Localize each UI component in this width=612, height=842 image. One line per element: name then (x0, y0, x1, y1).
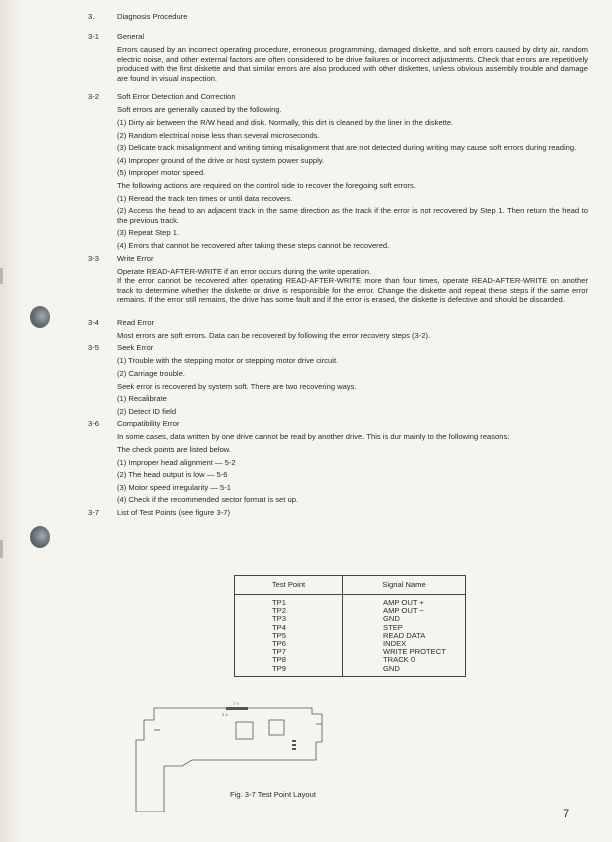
section-heading (88, 318, 588, 331)
table-row (235, 595, 466, 677)
connector-label-top: 7 9 (233, 701, 239, 706)
section-number: 3-1 (88, 32, 99, 41)
list-item: (5) Improper motor speed. (117, 168, 206, 178)
section-heading (88, 508, 588, 521)
section-title: Read Error (117, 317, 155, 327)
section-number: 3-3 (88, 253, 99, 263)
paragraph: Soft errors are generally caused by the following. (117, 105, 282, 115)
edge-mark (0, 268, 3, 284)
section-number: 3-5 (88, 343, 99, 353)
section-body (117, 356, 588, 416)
test-point-cell: TP1 (272, 598, 286, 607)
signal-name-cell: GND (383, 614, 400, 624)
list-item: (3) Motor speed irregularity — 5-1 (117, 482, 231, 492)
section-number: 3-6 (88, 419, 99, 429)
signal-name-cell: GND (383, 663, 400, 673)
test-point-cell: TP5 (272, 630, 286, 640)
list-item: (4) Check if the recommended sector format is set up. (117, 495, 299, 505)
list-item: (4) Improper ground of the drive or host system power supply. (117, 155, 325, 165)
chapter-number: 3. (88, 12, 95, 21)
signal-name-cell: READ DATA (383, 630, 426, 640)
section-title: Soft Error Detection and Correction (117, 92, 236, 102)
edge-mark (0, 540, 3, 558)
chapter-title: Diagnosis Procedure (117, 12, 188, 21)
section-body (117, 267, 588, 305)
signal-name-cell: INDEX (383, 639, 407, 649)
section-title: Write Error (117, 253, 154, 263)
test-point-cell: TP6 (272, 639, 286, 649)
test-point-cell: TP2 (272, 606, 286, 616)
list-item: (4) Errors that cannot be recovered after taking these steps cannot be recovered. (117, 240, 390, 250)
test-point-cell: TP7 (272, 647, 286, 657)
test-point-connector (226, 707, 248, 710)
list-item: (2) Random electrical noise less than several microseconds. (117, 130, 320, 140)
paragraph: If the error cannot be recovered after operating READ-AFTER-WRITE more than four times, operate READ-AFTER-WRITE on another track to determine whether the diskette or drive is responsible for the error. Change the diskette and repeat these steps if the same error remains. If the error still remains, the drive has some fault and if the error is erased, the diskette is defective and should be discarded. (117, 276, 588, 305)
list-item: (1) Reread the track ten times or until data recovers. (117, 193, 293, 203)
section-body (117, 105, 588, 250)
section-heading (88, 32, 588, 45)
section-number: 3-2 (88, 92, 99, 102)
section-number: 3-4 (88, 317, 99, 327)
list-item: (3) Delicate track misalignment and writing timing misalignment that are not detected during writing may cause soft errors during reading. (117, 143, 577, 153)
page-binding-edge (0, 0, 22, 842)
section-number: 3-7 (88, 508, 99, 517)
section-heading (88, 254, 588, 267)
section-heading (88, 343, 588, 356)
section-title: Compatibility Error (117, 419, 180, 429)
signal-name-cell: AMP OUT + (383, 598, 424, 607)
paragraph: The following actions are required on the control side to recover the foregoing soft errors. (117, 180, 416, 190)
page-number: 7 (563, 808, 570, 820)
section-body (117, 432, 588, 505)
paragraph: The check points are listed below. (117, 445, 231, 455)
test-point-pads (292, 740, 296, 742)
figure-caption: Fig. 3-7 Test Point Layout (230, 790, 316, 799)
binder-hole (30, 526, 50, 548)
column-header-test-point: Test Point (235, 576, 343, 595)
section-title: General (117, 32, 145, 41)
test-point-cell: TP8 (272, 655, 286, 665)
section-heading (88, 92, 588, 105)
component-box-right (269, 720, 284, 735)
test-point-cell: TP9 (272, 663, 286, 673)
component-box-left (236, 722, 253, 739)
binder-hole (30, 306, 50, 328)
list-item: (2) Carriage trouble. (117, 369, 185, 379)
section-heading (88, 419, 588, 432)
list-item: (1) Dirty air between the R/W head and disk. Normally, this dirt is cleaned by the liner in the diskette. (117, 117, 454, 127)
list-item: (1) Recalibrate (117, 394, 167, 404)
test-point-pads (292, 744, 296, 746)
test-point-table (234, 575, 466, 677)
list-item: (2) Detect ID field (117, 406, 177, 416)
paragraph: Most errors are soft errors. Data can be recovered by following the error recovery steps (3-2). (117, 330, 431, 340)
section-body (117, 331, 588, 341)
paragraph: Operate READ-AFTER-WRITE if an error occurs during the write operation. (117, 266, 372, 276)
list-item: (3) Repeat Step 1. (117, 228, 180, 238)
test-point-column (235, 595, 343, 677)
list-item: (1) Trouble with the stepping motor or stepping motor drive circuit. (117, 356, 339, 366)
list-item: (2) The head output is low — 5-6 (117, 470, 228, 480)
section-title: Seek Error (117, 343, 154, 353)
signal-name-cell: TRACK 0 (383, 655, 416, 665)
list-item: (1) Improper head alignment — 5-2 (117, 457, 236, 467)
section-title: List of Test Points (see figure 3-7) (117, 508, 230, 517)
table-header-row (235, 576, 466, 595)
paragraph: In some cases, data written by one drive cannot be read by another drive. This is dur mainly to the following reasons: (117, 432, 510, 442)
column-header-signal-name: Signal Name (343, 576, 466, 595)
paragraph: Errors caused by an incorrect operating procedure, erroneous programming, damaged diskette, and soft errors caused by dirty air, random electric noise, and other external factors are often considered to be drive failures or incorrect adjustments. Check that errors are repetitively produced with the first diskette and that similar errors are also produced with other diskettes, unless obvious assembly trouble and damage are found in visual inspection. (117, 45, 588, 83)
list-item: (2) Access the head to an adjacent track in the same direction as the track if the error is not recovered by Step 1. Then return the head to the previous track. (117, 206, 588, 225)
document-body (88, 9, 588, 521)
section-body (117, 45, 588, 83)
signal-name-cell: STEP (383, 622, 403, 632)
signal-name-column (343, 595, 466, 677)
test-point-pads (292, 748, 296, 750)
chapter-heading (88, 12, 588, 25)
test-point-cell: TP4 (272, 622, 286, 632)
test-point-cell: TP3 (272, 614, 286, 624)
paragraph: Seek error is recovered by system soft. There are two recovering ways. (117, 381, 357, 391)
connector-label-bottom: 3 4 (222, 712, 228, 717)
signal-name-cell: WRITE PROTECT (383, 647, 446, 657)
signal-name-cell: AMP OUT − (383, 606, 424, 616)
